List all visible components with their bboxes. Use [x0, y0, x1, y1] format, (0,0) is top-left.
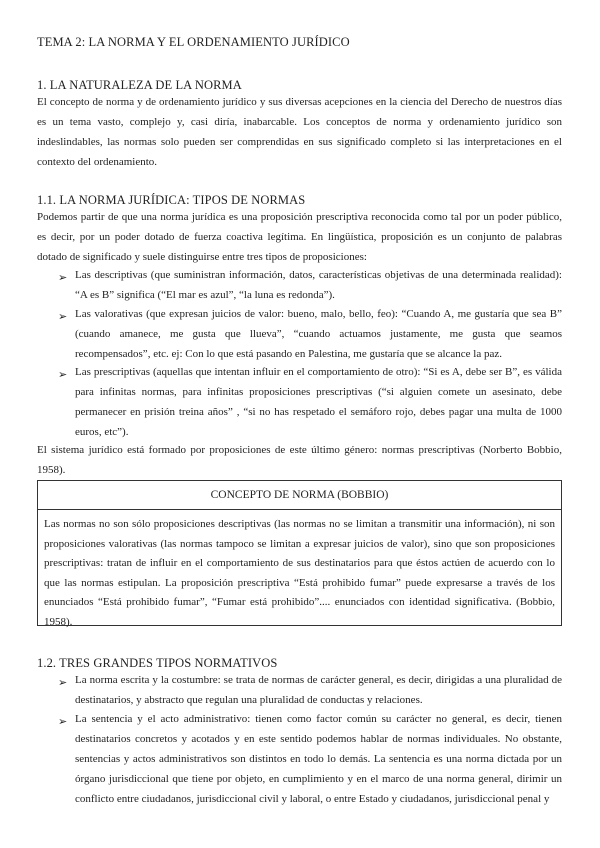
list-item-norma-escrita: La norma escrita y la costumbre: se trata de normas de carácter general, es decir, dirigidas a una pluralidad de destinatarios, y abstracto que regulan una pluralidad de conductas y relaciones. [75, 674, 562, 706]
section-1-paragraph: El concepto de norma y de ordenamiento jurídico y sus diversas acepciones en la ciencia del Derecho de nuestros días es un tema vasto, complejo y, casi diría, inabarcable. Los conceptos de norma y ordenamiento jurídico son indeslindables, las normas solo pueden ser comprendidas en sus significado completo si las interpretaciones en el contexto del ordenamiento. [37, 96, 562, 168]
arrowhead-bullet-icon: ➢ [58, 369, 68, 381]
list-item-descriptivas: Las descriptivas (que suministran información, datos, características objetivas de una determinada realidad): “A es B” significa (“El mar es azul”, “la luna es redonda”). [75, 269, 562, 301]
page-title: TEMA 2: LA NORMA Y EL ORDENAMIENTO JURÍDICO [37, 35, 350, 49]
section-heading-1: 1. LA NATURALEZA DE LA NORMA [37, 78, 242, 92]
arrowhead-bullet-icon: ➢ [58, 272, 68, 284]
arrowhead-bullet-icon: ➢ [58, 677, 68, 689]
list-item-prescriptivas: Las prescriptivas (aquellas que intentan influir en el comportamiento de otro): “Si es A, debe ser B”, es válida para infinitas normas, para infinitas proposiciones prescriptivas (“si alguien comete un asesinato, debe permanecer en prisión treina años” , “si no has respetado el semáforo rojo, debes pagar una multa de 1000 euros, etc”). [75, 366, 562, 438]
arrowhead-bullet-icon: ➢ [58, 716, 68, 728]
section-1-1-closing: El sistema jurídico está formado por proposiciones de este último género: normas prescriptivas (Norberto Bobbio, 1958). [37, 444, 562, 476]
list-item-valorativas: Las valorativas (que expresan juicios de valor: bueno, malo, bello, feo): “Cuando A, me gustaría que sea B” (cuando amanece, me gusta que llueva”, “cuando actuamos justamente, me gusta que seamos recompensados”, etc. ej: Con lo que está pasando en Palestina, me gustaría que se alcance la paz. [75, 308, 562, 360]
section-heading-1-1: 1.1. LA NORMA JURÍDICA: TIPOS DE NORMAS [37, 193, 306, 207]
concept-box [37, 480, 562, 626]
section-1-1-intro: Podemos partir de que una norma jurídica es una proposición prescriptiva reconocida como tal por un poder público, es decir, por un poder dotado de fuerza coactiva legítima. En lingüística, proposición es un conjunto de palabras dotado de significado y suele distinguirse entre tres tipos de proposiciones: [37, 211, 562, 263]
arrowhead-bullet-icon: ➢ [58, 311, 68, 323]
concept-box-title: CONCEPTO DE NORMA (BOBBIO) [38, 481, 561, 510]
list-item-sentencia: La sentencia y el acto administrativo: tienen como factor común su carácter no general, es decir, tienen destinatarios concretos y acotados y en este sentido podemos hablar de normas individuales. No obstante, sentencias y actos administrativos son distintos en todo lo demás. La sentencia es una norma dictada por un órgano jurisdiccional que tiene por objeto, en cumplimiento y en el marco de una norma general, dirimir un conflicto entre ciudadanos, jurisdiccional civil y laboral, o entre Estado y ciudadanos, jurisdiccional penal y [75, 713, 562, 805]
concept-box-body: Las normas no son sólo proposiciones descriptivas (las normas no se limitan a transmitir una información), ni son proposiciones valorativas (las normas tampoco se limitan a expresar juicios de valor), sino que son proposiciones prescriptivas: tratan de influir en el comportamiento de sus destinatarios para que éstos actúen de acuerdo con lo que las normas estipulan. La proposición prescriptiva “Está prohibido fumar” puede expresarse a través de los enunciados “Está prohibido fumar”, “Fumar está prohibido”.... enunciados con identidad significativa. (Bobbio, 1958). [44, 518, 555, 628]
section-heading-1-2: 1.2. TRES GRANDES TIPOS NORMATIVOS [37, 656, 278, 670]
